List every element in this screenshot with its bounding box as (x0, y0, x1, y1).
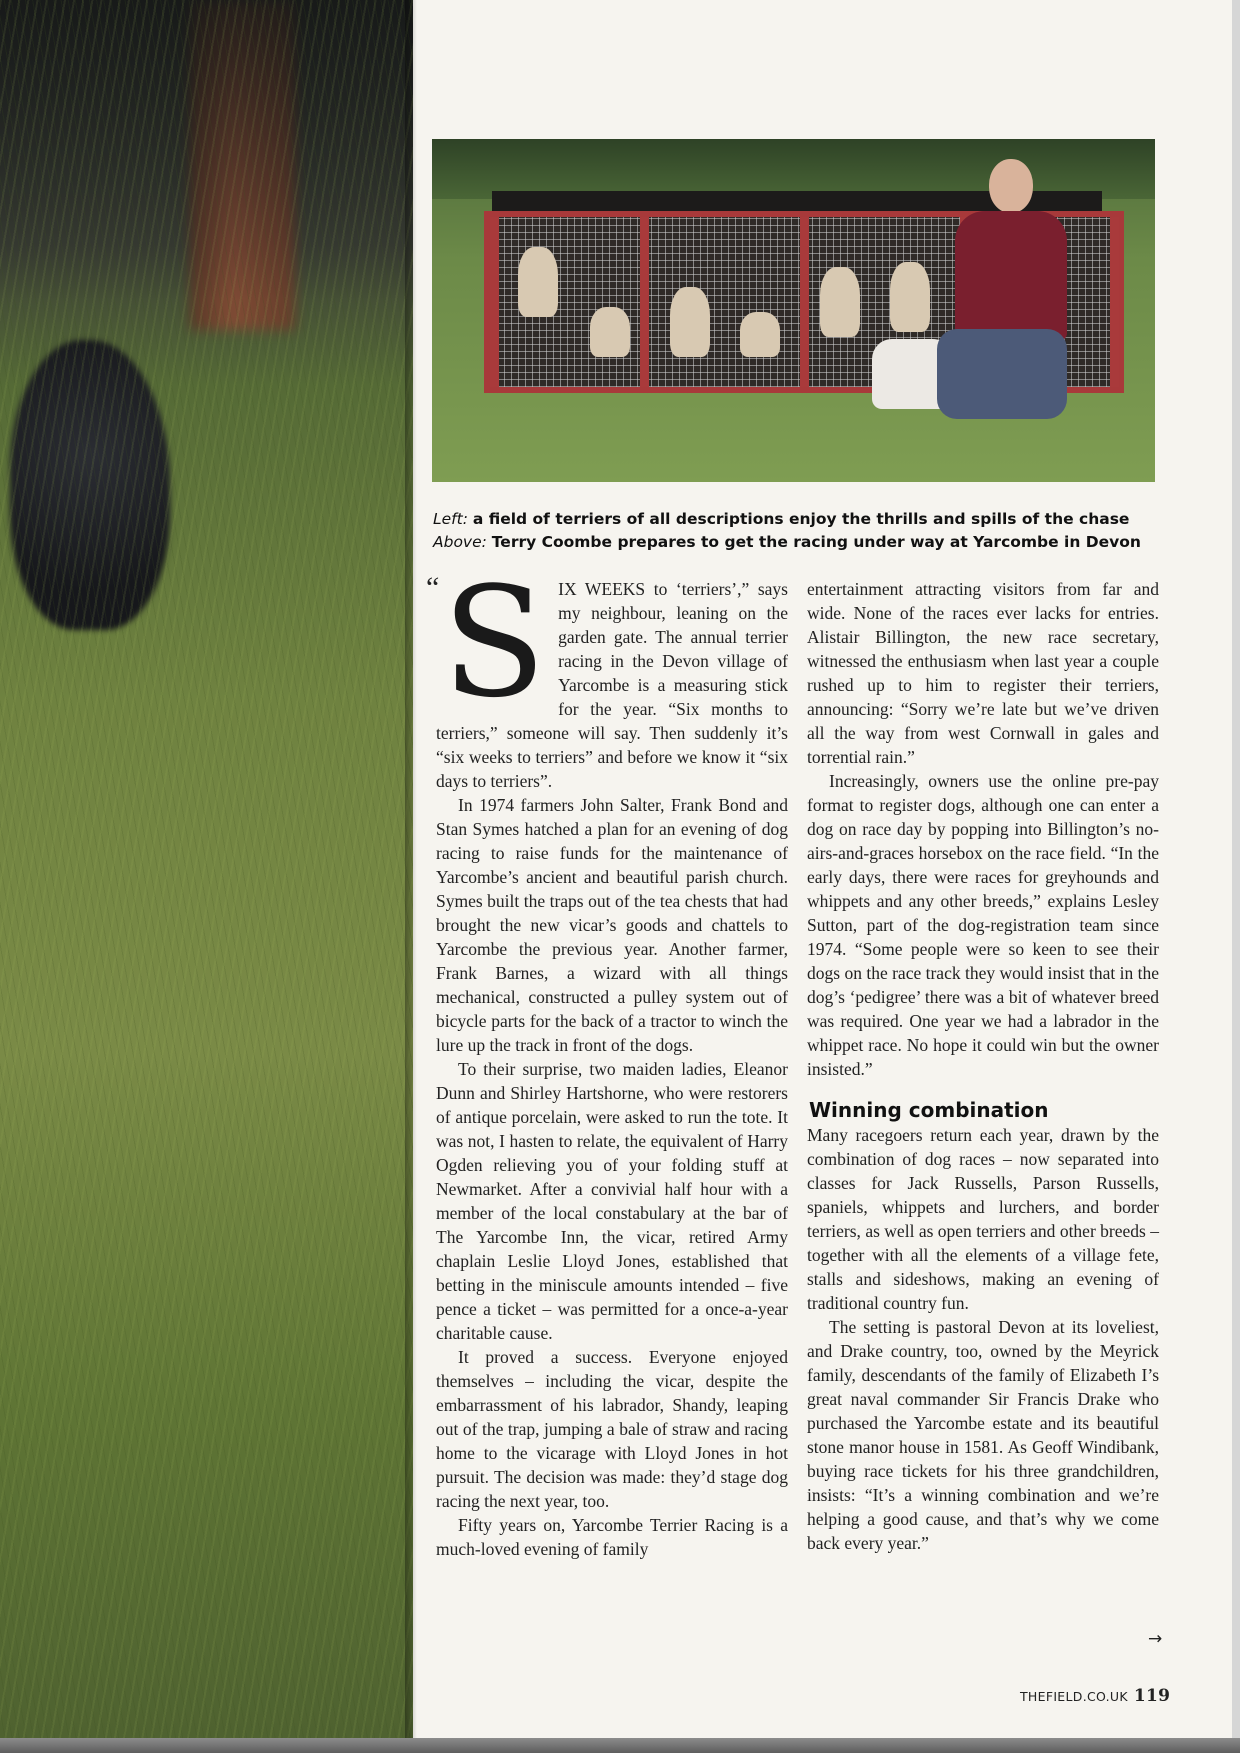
subheading: Winning combination (809, 1098, 1049, 1122)
trap-bar (800, 217, 809, 387)
photo-man-jeans (937, 329, 1067, 419)
article-column-1 (436, 554, 788, 1561)
open-quote-mark: “ (426, 571, 440, 604)
article-paragraph: The setting is pastoral Devon at its loveliest, and Drake country, too, owned by the Meyrick family, descendants of the family of Elizabeth I’s great naval commander Sir Francis Drake who purchased the Yarcombe estate and its beautiful stone manor house in 1581. As Geoff Windibank, buying race tickets for his three grandchildren, insists: “It’s a winning combination and we’re helping a good cause, and that’s why we come back every year.” (807, 1317, 1159, 1553)
page-number: 119 (1133, 1686, 1171, 1706)
photo-terrier (740, 312, 780, 357)
drop-cap: S (442, 554, 547, 731)
photo-terrier (890, 262, 930, 332)
article-paragraph: It proved a success. Everyone enjoyed themselves – including the vicar, despite the embarrassment of his labrador, Shandy, leaping out of the trap, jumping a bale of straw and racing home to the vicarage with Lloyd Jones in hot pursuit. The decision was made: they’d stage dog racing the next year, too. (436, 1347, 788, 1511)
article-paragraph: entertainment attracting visitors from far and wide. None of the races ever lacks for entries. Alistair Billington, the new race secretary, witnessed the enthusiasm when last year a couple rushed up to him to register their terriers, announcing: “Sorry we’re late but we’ve driven all the way from west Cornwall in gales and torrential rain.” (807, 579, 1159, 767)
article-paragraph (436, 554, 788, 793)
article-paragraph: Many racegoers return each year, drawn by the combination of dog races – now separated into classes for Jack Russells, Parson Russells, spaniels, whippets and lurchers, and border terriers, as well as open terriers and other breeds – together with all the elements of a village fete, stalls and sideshows, making an evening of traditional country fun. (807, 1125, 1159, 1313)
paragraph-text: IX WEEKS to ‘terriers’,” says my neighbour, leaning on the garden gate. The annual terrier racing in the Devon village of Yarcombe is a measuring stick for the year. “Six months to terriers,” someone will say. Then suddenly it’s “six weeks to terriers” and before we know it “six days to terriers”. (436, 579, 788, 791)
trap-bar (1110, 217, 1119, 387)
left-photo-terrier-field (0, 0, 413, 1753)
scan-edge-bottom (0, 1738, 1240, 1753)
continue-arrow-icon: → (1148, 1629, 1163, 1649)
article-paragraph: Fifty years on, Yarcombe Terrier Racing is a much-loved evening of family (436, 1515, 788, 1559)
caption-left (433, 508, 1163, 531)
photo-terrier (670, 287, 710, 357)
photo-terrier (820, 267, 860, 337)
photo-terrier (518, 247, 558, 317)
top-photo-terry-coombe (432, 139, 1155, 482)
photo-man-head (989, 159, 1033, 213)
photo-terrier (590, 307, 630, 357)
caption-left-label: Left: (433, 510, 468, 528)
caption-above-text: Terry Coombe prepares to get the racing under way at Yarcombe in Devon (491, 533, 1141, 551)
page-gutter-shadow (405, 0, 417, 1753)
photo-man-kneeling (937, 159, 1067, 439)
grass-texture (0, 0, 413, 1753)
photo-man-jumper (955, 211, 1067, 341)
trap-bar (490, 217, 499, 387)
footer-site: THEFIELD.CO.UK (1020, 1689, 1128, 1704)
photo-captions (433, 508, 1163, 554)
caption-left-text: a field of terriers of all descriptions enjoy the thrills and spills of the chase (472, 510, 1130, 528)
page-footer (1020, 1686, 1170, 1706)
article-column-2 (807, 577, 1159, 1555)
article-paragraph: In 1974 farmers John Salter, Frank Bond and Stan Symes hatched a plan for an evening of dog racing to raise funds for the maintenance of Yarcombe’s ancient and beautiful parish church. Symes built the traps out of the tea chests that had brought the new vicar’s goods and chattels to Yarcombe the previous year. Another farmer, Frank Barnes, a wizard with all things mechanical, constructed a pulley system out of bicycle parts for the back of a tractor to winch the lure up the track in front of the dogs. (436, 795, 788, 1055)
caption-above-label: Above: (433, 533, 487, 551)
trap-bar (640, 217, 649, 387)
article-paragraph: To their surprise, two maiden ladies, Eleanor Dunn and Shirley Hartshorne, who were restorers of antique porcelain, were asked to run the tote. It was not, I hasten to relate, the equivalent of Harry Ogden relieving you of your folding stuff at Newmarket. After a convivial half hour with a member of the local constabulary at the bar of The Yarcombe Inn, the vicar, retired Army chaplain Leslie Lloyd Jones, established that betting in the miniscule amounts intended – five pence a ticket – was permitted for a once-a-year charitable cause. (436, 1059, 788, 1343)
caption-above (433, 531, 1163, 554)
article-paragraph: Increasingly, owners use the online pre-pay format to register dogs, although one can enter a dog on race day by popping into Billington’s no-airs-and-graces horsebox on the race field. “In the early days, there were races for greyhounds and whippets and any other breeds,” explains Lesley Sutton, part of the dog-registration team since 1974. “Some people were so keen to see their dogs on the race track they would insist that in the dog’s ‘pedigree’ there was a bit of whatever breed was required. One year we had a labrador in the whippet race. No hope it could win but the owner insisted.” (807, 771, 1159, 1079)
scan-edge-right (1232, 0, 1240, 1753)
